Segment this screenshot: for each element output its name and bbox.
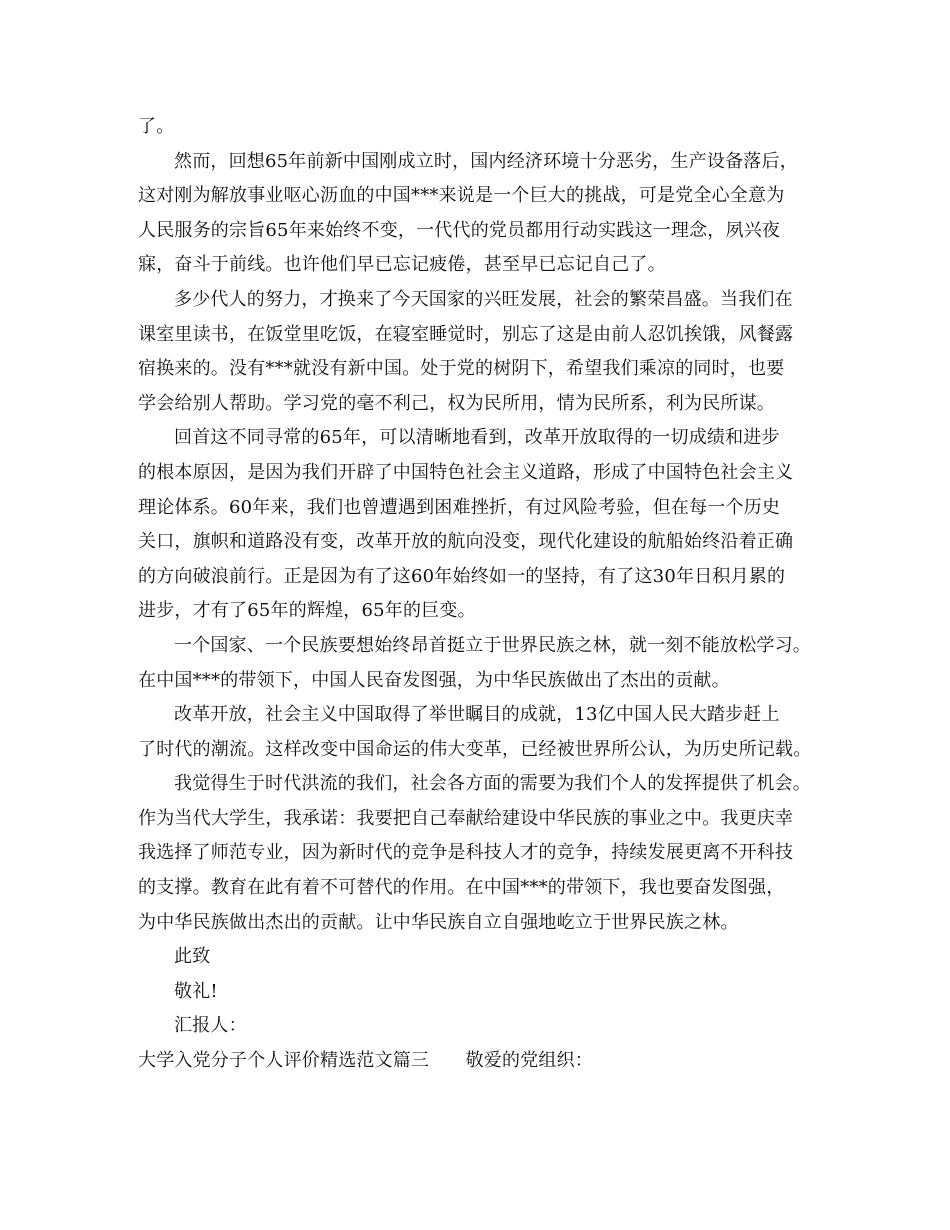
text-line: 我觉得生于时代洪流的我们，社会各方面的需要为我们个人的发挥提供了机会。: [174, 773, 811, 795]
text-line: 在中国***的带领下，中国人民奋发图强，为中华民族做出了杰出的贡献。: [138, 669, 730, 691]
text-line: 了。: [138, 116, 175, 137]
text-line: 然而，回想65年前新中国刚成立时，国内经济环境十分恶劣，生产设备落后，: [174, 150, 798, 172]
text-line: 大学入党分子个人评价精选范文篇三 敬爱的党组织：: [138, 1050, 593, 1072]
text-line: 的支撑。教育在此有着不可替代的作用。在中国***的带领下，我也要奋发图强，: [138, 877, 785, 899]
text-line: 此致: [174, 946, 211, 968]
text-line: 回首这不同寻常的65年，可以清晰地看到，改革开放取得的一切成绩和进步: [174, 427, 780, 449]
text-line: 敬礼!: [174, 980, 218, 1002]
text-line: 宿换来的。没有***就没有新中国。处于党的树阴下，希望我们乘凉的同时，也要: [138, 358, 785, 380]
text-line: 改革开放，社会主义中国取得了举世瞩目的成就，13亿中国人民大踏步赶上: [174, 704, 780, 726]
text-line: 作为当代大学生，我承诺：我要把自己奉献给建设中华民族的事业之中。我更庆幸: [138, 807, 794, 829]
text-line: 课室里读书，在饭堂里吃饭，在寝室睡觉时，别忘了这是由前人忍饥挨饿，风餐露: [138, 323, 794, 345]
text-line: 人民服务的宗旨65年来始终不变，一代代的党员都用行动实践这一理念，夙兴夜: [138, 219, 781, 241]
text-line: 的方向破浪前行。正是因为有了这60年始终如一的坚持，有了这30年日积月累的: [138, 565, 786, 587]
text-line: 关口，旗帜和道路没有变，改革开放的航向没变，现代化建设的航船始终沿着正确: [138, 531, 794, 553]
text-line: 多少代人的努力，才换来了今天国家的兴旺发展，社会的繁荣昌盛。当我们在: [174, 288, 793, 310]
text-line: 学会给别人帮助。学习党的毫不利己，权为民所用，情为民所系，利为民所谋。: [138, 392, 775, 414]
text-line: 理论体系。60年来，我们也曾遭遇到困难挫折，有过风险考验，但在每一个历史: [138, 496, 781, 518]
text-line: 一个国家、一个民族要想始终昂首挺立于世界民族之林，就一刻不能放松学习。: [174, 634, 811, 656]
text-line: 的根本原因，是因为我们开辟了中国特色社会主义道路，形成了中国特色社会主义: [138, 461, 794, 483]
text-line: 为中华民族做出杰出的贡献。让中华民族自立自强地屹立于世界民族之林。: [138, 911, 739, 933]
text-line: 了时代的潮流。这样改变中国命运的伟大变革，已经被世界所公认，为历史所记载。: [138, 738, 812, 760]
text-line: 进步，才有了65年的辉煌，65年的巨变。: [138, 600, 476, 622]
document-body: [138, 110, 818, 1079]
text-line: 我选择了师范专业，因为新时代的竞争是科技人才的竞争，持续发展更离不开科技: [138, 842, 794, 864]
text-line: 这对刚为解放事业呕心沥血的中国***来说是一个巨大的挑战，可是党全心全意为: [138, 185, 785, 207]
text-line: 汇报人：: [174, 1015, 247, 1037]
text-line: 寐，奋斗于前线。也许他们早已忘记疲倦，甚至早已忘记自己了。: [138, 254, 666, 276]
